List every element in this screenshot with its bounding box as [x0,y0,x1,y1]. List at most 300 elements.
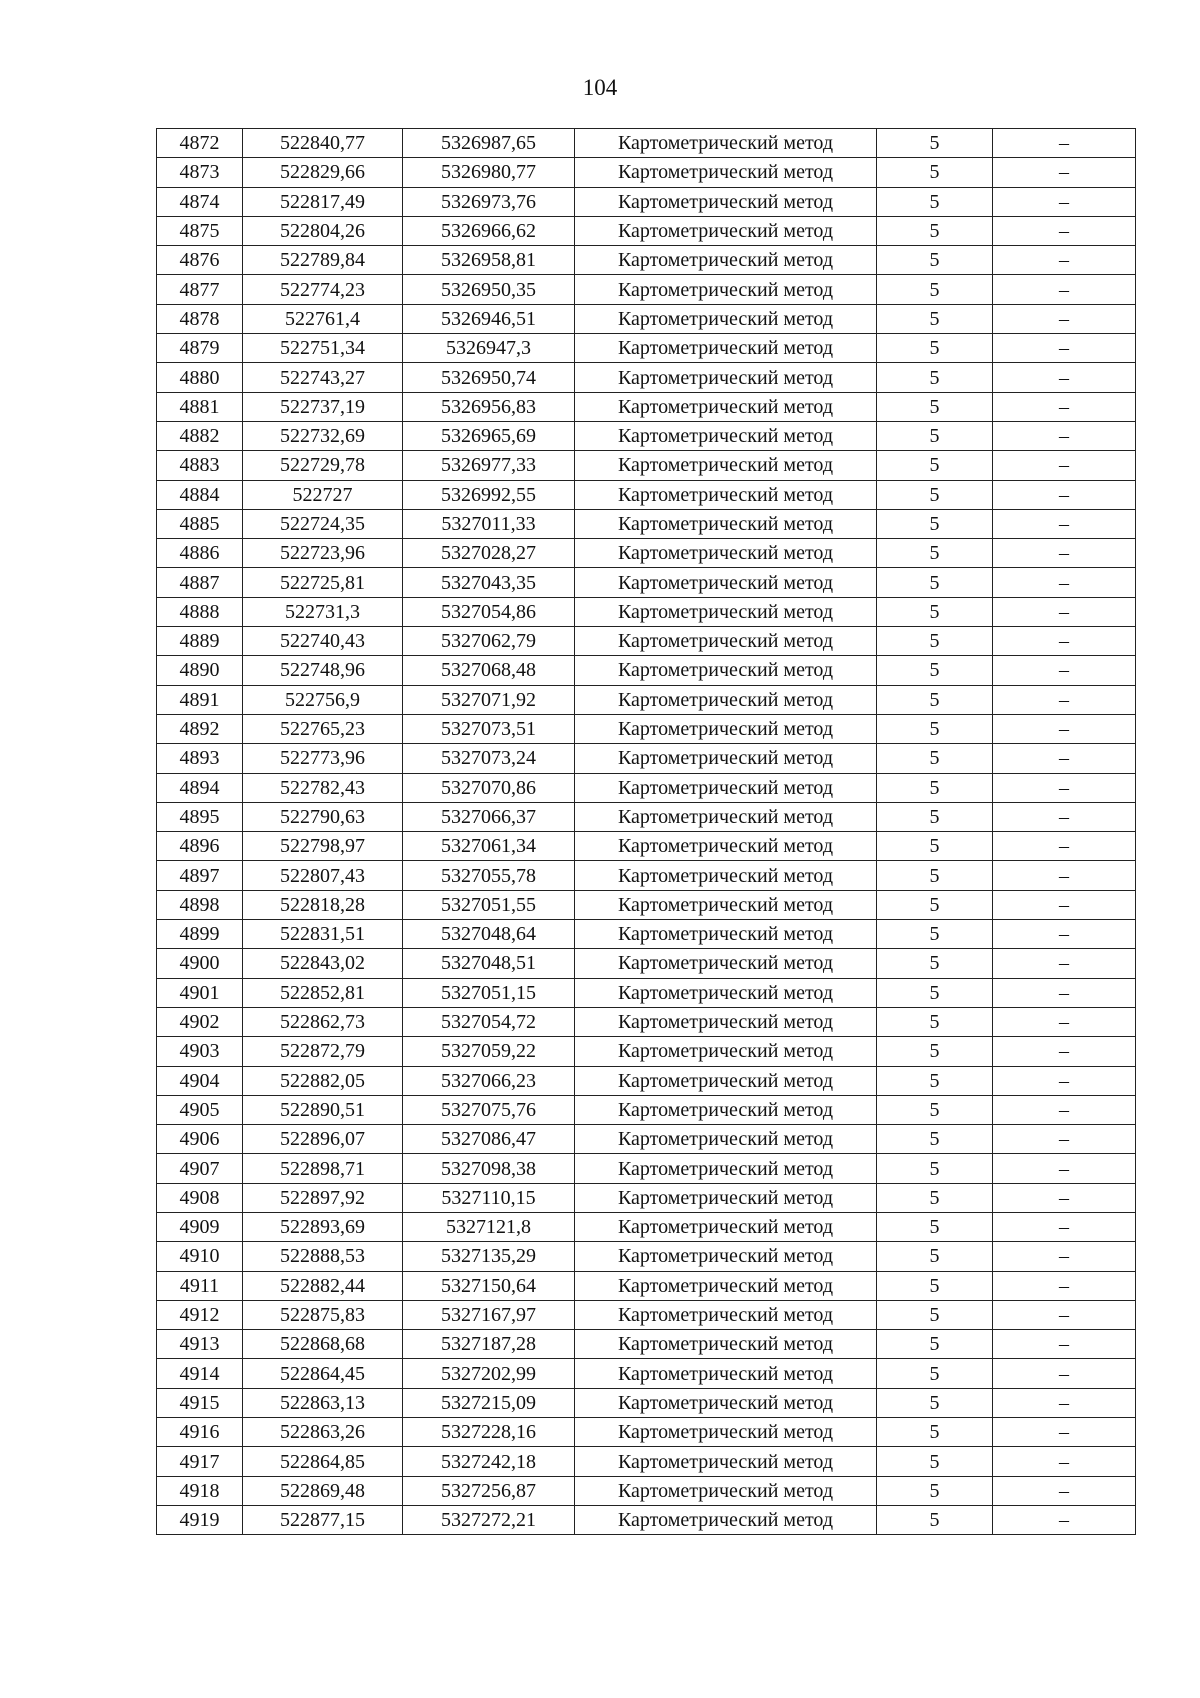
description-cell: – [993,978,1136,1007]
description-cell: – [993,421,1136,450]
method-cell: Картометрический метод [575,1447,877,1476]
table-row [157,1359,1136,1388]
accuracy-cell: 5 [877,656,993,685]
description-cell: – [993,1388,1136,1417]
table-row [157,334,1136,363]
table-row [157,275,1136,304]
y-coordinate-cell: 5327062,79 [403,627,575,656]
description-cell: – [993,334,1136,363]
y-coordinate-cell: 5327061,34 [403,832,575,861]
x-coordinate-cell: 522748,96 [243,656,403,685]
y-coordinate-cell: 5327070,86 [403,773,575,802]
point-number-cell: 4903 [157,1037,243,1066]
y-coordinate-cell: 5327071,92 [403,685,575,714]
description-cell: – [993,1037,1136,1066]
x-coordinate-cell: 522725,81 [243,568,403,597]
description-cell: – [993,304,1136,333]
y-coordinate-cell: 5327073,51 [403,714,575,743]
table-row [157,1418,1136,1447]
method-cell: Картометрический метод [575,1242,877,1271]
table-row [157,1125,1136,1154]
method-cell: Картометрический метод [575,129,877,158]
y-coordinate-cell: 5327187,28 [403,1330,575,1359]
description-cell: – [993,597,1136,626]
accuracy-cell: 5 [877,773,993,802]
table-row [157,1271,1136,1300]
coordinates-table [156,128,1136,1535]
method-cell: Картометрический метод [575,978,877,1007]
method-cell: Картометрический метод [575,480,877,509]
accuracy-cell: 5 [877,1359,993,1388]
description-cell: – [993,187,1136,216]
x-coordinate-cell: 522852,81 [243,978,403,1007]
y-coordinate-cell: 5326966,62 [403,216,575,245]
y-coordinate-cell: 5326950,74 [403,363,575,392]
table-row [157,861,1136,890]
accuracy-cell: 5 [877,1007,993,1036]
description-cell: – [993,480,1136,509]
y-coordinate-cell: 5326987,65 [403,129,575,158]
description-cell: – [993,1242,1136,1271]
point-number-cell: 4915 [157,1388,243,1417]
description-cell: – [993,832,1136,861]
method-cell: Картометрический метод [575,509,877,538]
accuracy-cell: 5 [877,1447,993,1476]
accuracy-cell: 5 [877,978,993,1007]
y-coordinate-cell: 5326977,33 [403,451,575,480]
description-cell: – [993,1447,1136,1476]
description-cell: – [993,1418,1136,1447]
description-cell: – [993,773,1136,802]
point-number-cell: 4893 [157,744,243,773]
method-cell: Картометрический метод [575,1330,877,1359]
x-coordinate-cell: 522789,84 [243,246,403,275]
accuracy-cell: 5 [877,1300,993,1329]
accuracy-cell: 5 [877,129,993,158]
method-cell: Картометрический метод [575,802,877,831]
method-cell: Картометрический метод [575,568,877,597]
point-number-cell: 4892 [157,714,243,743]
method-cell: Картометрический метод [575,1300,877,1329]
y-coordinate-cell: 5326992,55 [403,480,575,509]
point-number-cell: 4890 [157,656,243,685]
description-cell: – [993,451,1136,480]
table-row [157,1066,1136,1095]
method-cell: Картометрический метод [575,421,877,450]
point-number-cell: 4917 [157,1447,243,1476]
y-coordinate-cell: 5327215,09 [403,1388,575,1417]
method-cell: Картометрический метод [575,1183,877,1212]
x-coordinate-cell: 522863,26 [243,1418,403,1447]
x-coordinate-cell: 522774,23 [243,275,403,304]
method-cell: Картометрический метод [575,1271,877,1300]
description-cell: – [993,158,1136,187]
method-cell: Картометрический метод [575,714,877,743]
x-coordinate-cell: 522864,45 [243,1359,403,1388]
y-coordinate-cell: 5326950,35 [403,275,575,304]
point-number-cell: 4881 [157,392,243,421]
table-row [157,187,1136,216]
table-row [157,509,1136,538]
description-cell: – [993,1300,1136,1329]
description-cell: – [993,656,1136,685]
accuracy-cell: 5 [877,1183,993,1212]
accuracy-cell: 5 [877,275,993,304]
description-cell: – [993,949,1136,978]
method-cell: Картометрический метод [575,656,877,685]
point-number-cell: 4882 [157,421,243,450]
accuracy-cell: 5 [877,539,993,568]
table-row [157,1388,1136,1417]
table-row [157,949,1136,978]
table-row [157,714,1136,743]
method-cell: Картометрический метод [575,539,877,568]
method-cell: Картометрический метод [575,1212,877,1241]
x-coordinate-cell: 522890,51 [243,1095,403,1124]
x-coordinate-cell: 522804,26 [243,216,403,245]
description-cell: – [993,1066,1136,1095]
y-coordinate-cell: 5327167,97 [403,1300,575,1329]
point-number-cell: 4874 [157,187,243,216]
accuracy-cell: 5 [877,1037,993,1066]
table-row [157,597,1136,626]
description-cell: – [993,392,1136,421]
accuracy-cell: 5 [877,216,993,245]
method-cell: Картометрический метод [575,1418,877,1447]
point-number-cell: 4895 [157,802,243,831]
description-cell: – [993,1330,1136,1359]
accuracy-cell: 5 [877,1242,993,1271]
point-number-cell: 4910 [157,1242,243,1271]
table-row [157,978,1136,1007]
method-cell: Картометрический метод [575,861,877,890]
accuracy-cell: 5 [877,802,993,831]
description-cell: – [993,1505,1136,1534]
method-cell: Картометрический метод [575,949,877,978]
y-coordinate-cell: 5327059,22 [403,1037,575,1066]
point-number-cell: 4900 [157,949,243,978]
method-cell: Картометрический метод [575,158,877,187]
y-coordinate-cell: 5327110,15 [403,1183,575,1212]
method-cell: Картометрический метод [575,1359,877,1388]
point-number-cell: 4880 [157,363,243,392]
method-cell: Картометрический метод [575,1388,877,1417]
x-coordinate-cell: 522875,83 [243,1300,403,1329]
accuracy-cell: 5 [877,304,993,333]
table-row [157,1330,1136,1359]
y-coordinate-cell: 5327066,23 [403,1066,575,1095]
description-cell: – [993,129,1136,158]
x-coordinate-cell: 522790,63 [243,802,403,831]
accuracy-cell: 5 [877,1154,993,1183]
x-coordinate-cell: 522724,35 [243,509,403,538]
description-cell: – [993,920,1136,949]
method-cell: Картометрический метод [575,773,877,802]
point-number-cell: 4878 [157,304,243,333]
y-coordinate-cell: 5327202,99 [403,1359,575,1388]
table-row [157,1300,1136,1329]
method-cell: Картометрический метод [575,685,877,714]
method-cell: Картометрический метод [575,1066,877,1095]
y-coordinate-cell: 5327066,37 [403,802,575,831]
x-coordinate-cell: 522807,43 [243,861,403,890]
accuracy-cell: 5 [877,421,993,450]
method-cell: Картометрический метод [575,1095,877,1124]
table-row [157,1183,1136,1212]
point-number-cell: 4873 [157,158,243,187]
x-coordinate-cell: 522743,27 [243,363,403,392]
table-row [157,1095,1136,1124]
method-cell: Картометрический метод [575,216,877,245]
point-number-cell: 4875 [157,216,243,245]
point-number-cell: 4887 [157,568,243,597]
y-coordinate-cell: 5327075,76 [403,1095,575,1124]
accuracy-cell: 5 [877,1125,993,1154]
point-number-cell: 4884 [157,480,243,509]
point-number-cell: 4908 [157,1183,243,1212]
y-coordinate-cell: 5327121,8 [403,1212,575,1241]
accuracy-cell: 5 [877,1212,993,1241]
point-number-cell: 4913 [157,1330,243,1359]
table-row [157,920,1136,949]
method-cell: Картометрический метод [575,627,877,656]
x-coordinate-cell: 522868,68 [243,1330,403,1359]
point-number-cell: 4918 [157,1476,243,1505]
description-cell: – [993,539,1136,568]
accuracy-cell: 5 [877,1476,993,1505]
method-cell: Картометрический метод [575,1007,877,1036]
x-coordinate-cell: 522882,44 [243,1271,403,1300]
accuracy-cell: 5 [877,187,993,216]
accuracy-cell: 5 [877,685,993,714]
accuracy-cell: 5 [877,392,993,421]
x-coordinate-cell: 522817,49 [243,187,403,216]
accuracy-cell: 5 [877,480,993,509]
point-number-cell: 4904 [157,1066,243,1095]
y-coordinate-cell: 5326958,81 [403,246,575,275]
x-coordinate-cell: 522862,73 [243,1007,403,1036]
table-row [157,539,1136,568]
x-coordinate-cell: 522843,02 [243,949,403,978]
description-cell: – [993,1095,1136,1124]
point-number-cell: 4894 [157,773,243,802]
point-number-cell: 4909 [157,1212,243,1241]
point-number-cell: 4877 [157,275,243,304]
x-coordinate-cell: 522723,96 [243,539,403,568]
point-number-cell: 4888 [157,597,243,626]
x-coordinate-cell: 522898,71 [243,1154,403,1183]
description-cell: – [993,861,1136,890]
accuracy-cell: 5 [877,1271,993,1300]
accuracy-cell: 5 [877,714,993,743]
coordinates-table-body [157,129,1136,1535]
method-cell: Картометрический метод [575,363,877,392]
point-number-cell: 4879 [157,334,243,363]
page-number: 104 [582,75,618,100]
description-cell: – [993,1271,1136,1300]
x-coordinate-cell: 522893,69 [243,1212,403,1241]
table-row [157,656,1136,685]
point-number-cell: 4912 [157,1300,243,1329]
y-coordinate-cell: 5327242,18 [403,1447,575,1476]
point-number-cell: 4906 [157,1125,243,1154]
description-cell: – [993,1154,1136,1183]
x-coordinate-cell: 522864,85 [243,1447,403,1476]
description-cell: – [993,363,1136,392]
x-coordinate-cell: 522872,79 [243,1037,403,1066]
table-row [157,685,1136,714]
y-coordinate-cell: 5327068,48 [403,656,575,685]
method-cell: Картометрический метод [575,1037,877,1066]
description-cell: – [993,744,1136,773]
point-number-cell: 4891 [157,685,243,714]
y-coordinate-cell: 5327272,21 [403,1505,575,1534]
x-coordinate-cell: 522882,05 [243,1066,403,1095]
accuracy-cell: 5 [877,1330,993,1359]
table-row [157,158,1136,187]
x-coordinate-cell: 522731,3 [243,597,403,626]
y-coordinate-cell: 5327054,86 [403,597,575,626]
x-coordinate-cell: 522897,92 [243,1183,403,1212]
method-cell: Картометрический метод [575,1125,877,1154]
method-cell: Картометрический метод [575,1154,877,1183]
y-coordinate-cell: 5327048,64 [403,920,575,949]
table-row [157,1242,1136,1271]
table-row [157,304,1136,333]
accuracy-cell: 5 [877,158,993,187]
point-number-cell: 4885 [157,509,243,538]
description-cell: – [993,1125,1136,1154]
table-row [157,451,1136,480]
table-row [157,129,1136,158]
method-cell: Картометрический метод [575,392,877,421]
y-coordinate-cell: 5327054,72 [403,1007,575,1036]
accuracy-cell: 5 [877,949,993,978]
description-cell: – [993,1183,1136,1212]
method-cell: Картометрический метод [575,275,877,304]
y-coordinate-cell: 5327055,78 [403,861,575,890]
y-coordinate-cell: 5327051,55 [403,890,575,919]
point-number-cell: 4876 [157,246,243,275]
description-cell: – [993,246,1136,275]
accuracy-cell: 5 [877,832,993,861]
x-coordinate-cell: 522756,9 [243,685,403,714]
y-coordinate-cell: 5326965,69 [403,421,575,450]
y-coordinate-cell: 5327043,35 [403,568,575,597]
x-coordinate-cell: 522818,28 [243,890,403,919]
accuracy-cell: 5 [877,890,993,919]
table-row [157,1212,1136,1241]
y-coordinate-cell: 5326980,77 [403,158,575,187]
method-cell: Картометрический метод [575,832,877,861]
point-number-cell: 4889 [157,627,243,656]
y-coordinate-cell: 5327228,16 [403,1418,575,1447]
point-number-cell: 4898 [157,890,243,919]
point-number-cell: 4897 [157,861,243,890]
accuracy-cell: 5 [877,363,993,392]
table-row [157,1476,1136,1505]
point-number-cell: 4905 [157,1095,243,1124]
y-coordinate-cell: 5326947,3 [403,334,575,363]
accuracy-cell: 5 [877,627,993,656]
x-coordinate-cell: 522751,34 [243,334,403,363]
y-coordinate-cell: 5327135,29 [403,1242,575,1271]
table-row [157,216,1136,245]
y-coordinate-cell: 5327011,33 [403,509,575,538]
x-coordinate-cell: 522729,78 [243,451,403,480]
accuracy-cell: 5 [877,451,993,480]
x-coordinate-cell: 522761,4 [243,304,403,333]
y-coordinate-cell: 5327256,87 [403,1476,575,1505]
x-coordinate-cell: 522896,07 [243,1125,403,1154]
accuracy-cell: 5 [877,1066,993,1095]
y-coordinate-cell: 5327028,27 [403,539,575,568]
method-cell: Картометрический метод [575,451,877,480]
point-number-cell: 4883 [157,451,243,480]
method-cell: Картометрический метод [575,1505,877,1534]
x-coordinate-cell: 522863,13 [243,1388,403,1417]
table-row [157,832,1136,861]
description-cell: – [993,1007,1136,1036]
table-row [157,802,1136,831]
table-row [157,744,1136,773]
x-coordinate-cell: 522888,53 [243,1242,403,1271]
x-coordinate-cell: 522840,77 [243,129,403,158]
method-cell: Картометрический метод [575,890,877,919]
y-coordinate-cell: 5327073,24 [403,744,575,773]
accuracy-cell: 5 [877,597,993,626]
table-row [157,480,1136,509]
y-coordinate-cell: 5327086,47 [403,1125,575,1154]
point-number-cell: 4911 [157,1271,243,1300]
y-coordinate-cell: 5327098,38 [403,1154,575,1183]
point-number-cell: 4901 [157,978,243,1007]
x-coordinate-cell: 522798,97 [243,832,403,861]
method-cell: Картометрический метод [575,334,877,363]
x-coordinate-cell: 522831,51 [243,920,403,949]
description-cell: – [993,802,1136,831]
x-coordinate-cell: 522869,48 [243,1476,403,1505]
point-number-cell: 4919 [157,1505,243,1534]
point-number-cell: 4902 [157,1007,243,1036]
y-coordinate-cell: 5326956,83 [403,392,575,421]
table-row [157,392,1136,421]
description-cell: – [993,714,1136,743]
table-row [157,363,1136,392]
table-row [157,773,1136,802]
point-number-cell: 4886 [157,539,243,568]
description-cell: – [993,509,1136,538]
table-row [157,1154,1136,1183]
y-coordinate-cell: 5327048,51 [403,949,575,978]
description-cell: – [993,1476,1136,1505]
method-cell: Картометрический метод [575,304,877,333]
x-coordinate-cell: 522727 [243,480,403,509]
accuracy-cell: 5 [877,861,993,890]
table-row [157,246,1136,275]
x-coordinate-cell: 522765,23 [243,714,403,743]
accuracy-cell: 5 [877,744,993,773]
y-coordinate-cell: 5327051,15 [403,978,575,1007]
accuracy-cell: 5 [877,1388,993,1417]
accuracy-cell: 5 [877,1505,993,1534]
point-number-cell: 4916 [157,1418,243,1447]
table-row [157,1505,1136,1534]
accuracy-cell: 5 [877,334,993,363]
method-cell: Картометрический метод [575,920,877,949]
point-number-cell: 4896 [157,832,243,861]
description-cell: – [993,1212,1136,1241]
